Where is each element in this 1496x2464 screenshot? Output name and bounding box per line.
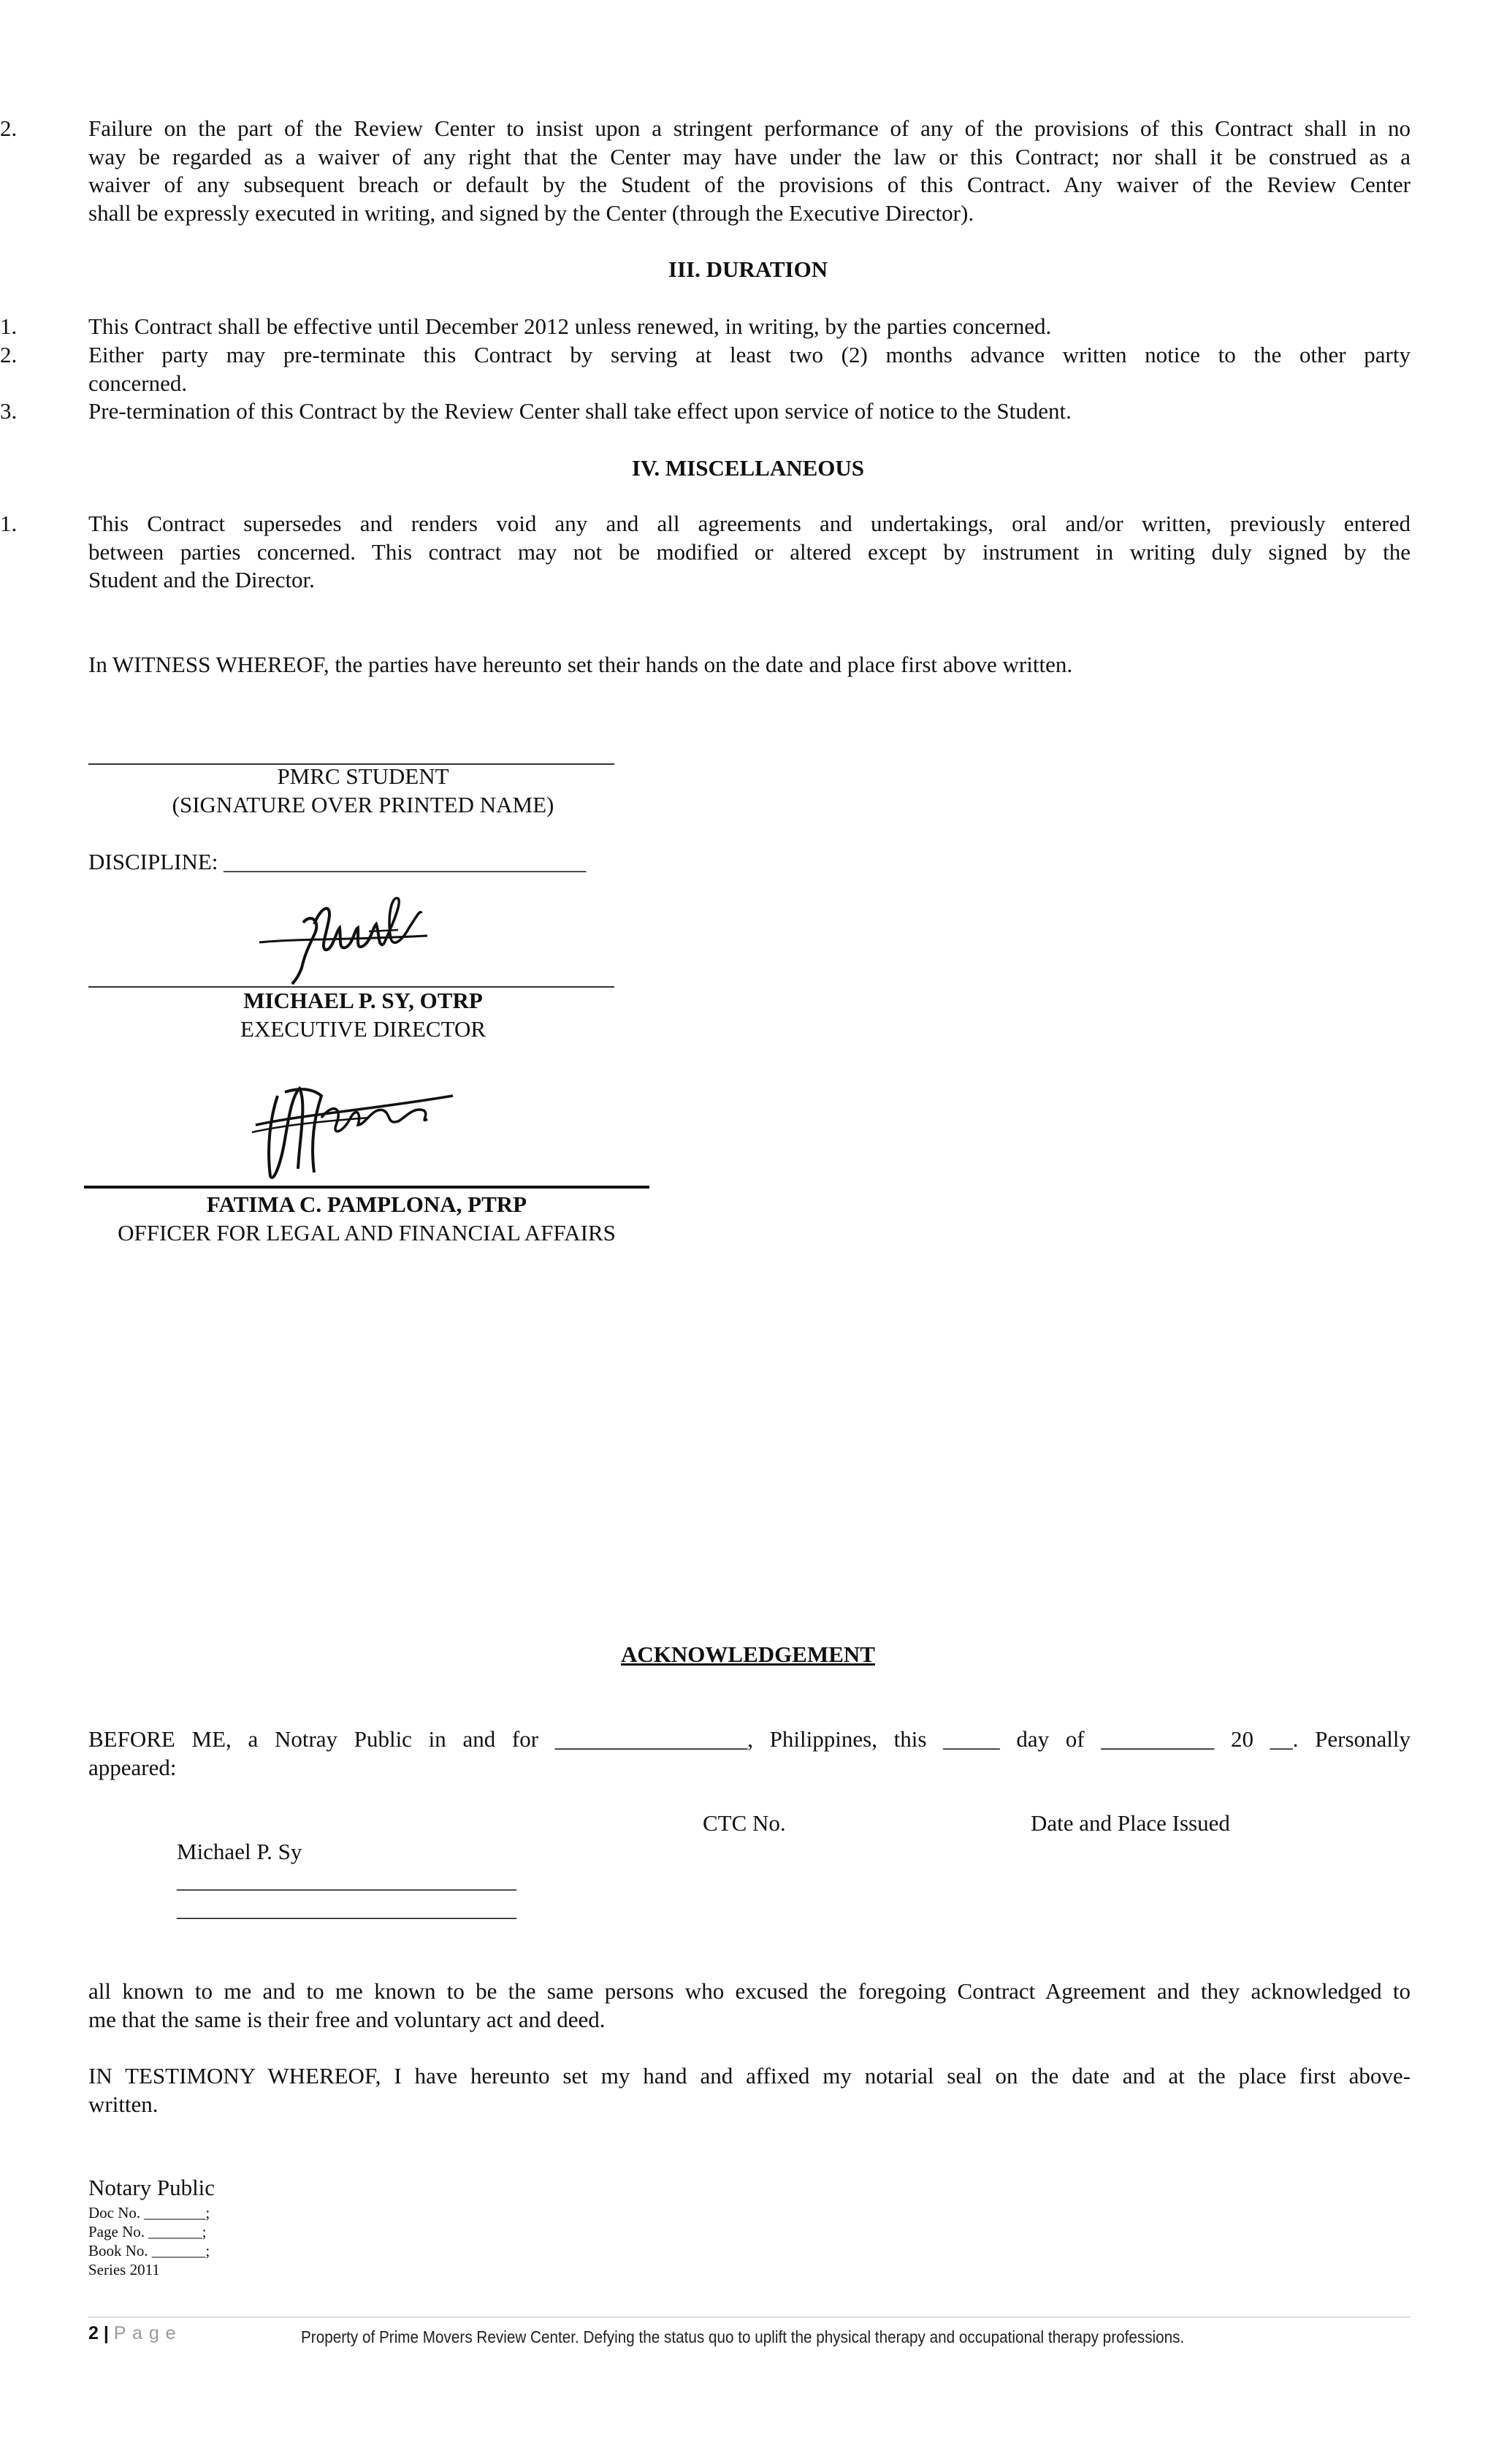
item2-line4: shall be expressly executed in writing, and signed by the Center (through the Executive Director). [88, 199, 974, 226]
student-subtitle: (SIGNATURE OVER PRINTED NAME) [172, 792, 554, 817]
appearer-blank-1: ______________________________ [177, 1867, 516, 1893]
item-number: 2. [0, 342, 18, 367]
appearer-blank-2: ______________________________ [177, 1896, 516, 1921]
duration-item-1-line1: This Contract shall be effective until December 2012 unless renewed, in writing, by the parties concerned. [88, 313, 1052, 339]
footer-page-label [88, 2323, 177, 2344]
officer-name: FATIMA C. PAMPLONA, PTRP [206, 1191, 527, 1217]
notary-book-no: Book No. _______; [88, 2242, 210, 2259]
duration-item-2-line2: concerned. [88, 370, 188, 396]
item2-line2: way be regarded as a waiver of any right that the Center may have under the law or this Contract; nor shall it be construed as a [88, 143, 1411, 169]
misc-heading: IV. MISCELLANEOUS [631, 455, 865, 481]
witness-statement: In WITNESS WHEREOF, the parties have hereunto set their hands on the date and place first above written. [88, 652, 1073, 677]
testimony-line2: written. [88, 2091, 159, 2117]
testimony-line1: IN TESTIMONY WHEREOF, I have hereunto set my hand and affixed my notarial seal on the date and at the place first above- [88, 2063, 1411, 2089]
officer-signature-icon [241, 1074, 460, 1191]
item-number: 1. [0, 313, 18, 339]
discipline-label: DISCIPLINE: ________________________________ [88, 849, 587, 874]
footer-divider [88, 2316, 1411, 2318]
acknowledgement-heading: ACKNOWLEDGEMENT [621, 1641, 875, 1667]
testimony-paragraph [88, 2062, 1411, 2118]
duration-item-3-line1: Pre-termination of this Contract by the Review Center shall take effect upon service of notice to the Student. [88, 398, 1072, 424]
duration-heading: III. DURATION [668, 256, 828, 282]
duration-item-3 [0, 397, 1411, 426]
duration-item-2-line1: Either party may pre-terminate this Contract by serving at least two (2) months advance written notice to the other party [88, 342, 1411, 367]
student-title: PMRC STUDENT [277, 763, 449, 789]
director-title: EXECUTIVE DIRECTOR [240, 1016, 486, 1042]
misc-item-1 [0, 510, 1411, 595]
page-word: P a g e [113, 2323, 177, 2343]
duration-item-2 [0, 341, 1411, 397]
before-me-line2: appeared: [88, 1754, 177, 1780]
appearer-name: Michael P. Sy [177, 1839, 302, 1864]
section2-item2 [0, 115, 1411, 227]
known-paragraph [88, 1977, 1411, 2034]
known-line2: me that the same is their free and voluntary act and deed. [88, 2006, 606, 2032]
known-line1: all known to me and to me known to be the same persons who excused the foregoing Contract Agreement and they acknowledged to [88, 1978, 1411, 2004]
director-signature-icon [252, 888, 442, 986]
page-number: 2 [88, 2323, 99, 2343]
misc-item-1-line1: This Contract supersedes and renders void any and all agreements and undertakings, oral and/or written, previously entered [88, 511, 1411, 536]
director-name: MICHAEL P. SY, OTRP [243, 988, 483, 1013]
before-me-paragraph [88, 1725, 1411, 1782]
ctc-label: CTC No. [703, 1810, 786, 1836]
notary-title: Notary Public [88, 2175, 215, 2200]
officer-signature-line [84, 1186, 649, 1189]
duration-item-1 [0, 313, 1411, 341]
item-number: 1. [0, 511, 18, 536]
notary-doc-no: Doc No. ________; [88, 2204, 210, 2221]
item-number: 2. [0, 115, 18, 141]
misc-item-1-line3: Student and the Director. [88, 567, 315, 592]
notary-page-no: Page No. _______; [88, 2223, 207, 2240]
misc-item-1-line2: between parties concerned. This contract may not be modified or altered except by instrument in writing duly signed by the [88, 538, 1411, 565]
item2-line3: waiver of any subsequent breach or default by the Student of the provisions of this Contract. Any waiver of the Review Center [88, 172, 1411, 197]
footer-property-text: Property of Prime Movers Review Center. Defying the status quo to uplift the physical therapy and occupational therapy professions. [301, 2327, 1185, 2346]
officer-title: OFFICER FOR LEGAL AND FINANCIAL AFFAIRS [118, 1220, 616, 1246]
page-separator: | [103, 2323, 109, 2343]
date-place-label: Date and Place Issued [1031, 1810, 1230, 1836]
item-number: 3. [0, 398, 18, 424]
item2-line1: Failure on the part of the Review Center to insist upon a stringent performance of any of the provisions of this Contract shall in no [88, 115, 1411, 141]
notary-series: Series 2011 [88, 2261, 160, 2278]
before-me-line1: BEFORE ME, a Notray Public in and for _________________, Philippines, this _____ day of __________ 20 __. Personally [88, 1726, 1411, 1752]
